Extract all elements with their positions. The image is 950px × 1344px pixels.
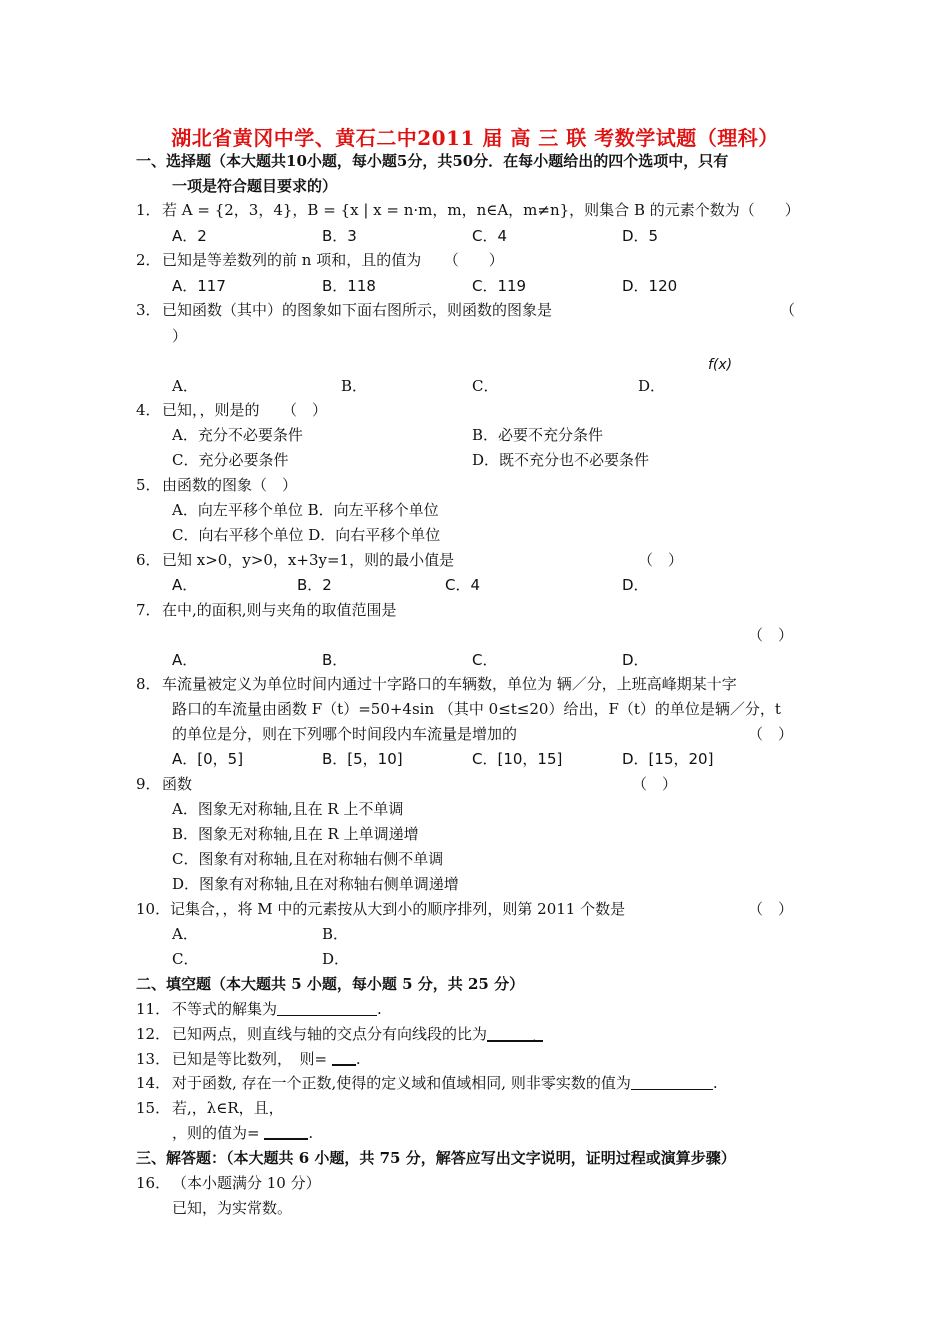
answer-blank[interactable]: ． <box>487 1027 548 1045</box>
option-b: B．[5，10] <box>322 750 403 768</box>
answer-paren: （ ） <box>748 626 794 644</box>
question-number: 13． <box>136 1050 171 1068</box>
question-end: . <box>308 1124 314 1142</box>
section-heading-choice: 一、选择题（本大题共10小题，每小题5分，共50分．在每小题给出的四个选项中，只有 <box>136 152 729 170</box>
option-b: B． <box>322 925 349 943</box>
option-b: B．2 <box>297 576 332 594</box>
option-d: D．5 <box>622 227 659 245</box>
option-a: A． <box>172 925 198 943</box>
question-text-cont: 的单位是分，则在下列哪个时间段内车流量是增加的 <box>172 725 518 743</box>
answer-blank[interactable] <box>631 1075 713 1090</box>
answer-blank[interactable] <box>332 1050 356 1066</box>
question-number: 11． <box>136 1000 171 1018</box>
answer-paren: （ ） <box>748 900 794 918</box>
option-d: D． <box>622 651 649 669</box>
answer-paren-open: （ <box>780 301 796 319</box>
option-d: D．图象有对称轴,且在对称轴右侧单调递增 <box>172 875 459 893</box>
option-a: A．[0，5] <box>172 750 244 768</box>
option-d: D． <box>622 576 649 594</box>
question-number: 15． <box>136 1099 171 1117</box>
question-text: 车流量被定义为单位时间内通过十字路口的车辆数，单位为 辆／分，上班高峰期某十字 <box>162 675 737 693</box>
option-d: D．120 <box>622 277 678 295</box>
option-b: B．3 <box>322 227 357 245</box>
option-a: A．117 <box>172 277 226 295</box>
question-number: 6． <box>136 551 161 569</box>
question-number: 2． <box>136 251 161 269</box>
option-c: C．4 <box>445 576 481 594</box>
question-number: 3． <box>136 301 161 319</box>
question-text <box>172 1024 548 1045</box>
answer-paren: （ ） <box>632 775 678 793</box>
option-d: D．[15，20] <box>622 750 714 768</box>
question-end: . <box>355 1050 361 1068</box>
question-text-cont: 路口的车流量由函数 F（t）=50+4sin （其中 0≤t≤20）给出，F（t）的单位是辆／分，t <box>172 700 781 718</box>
question-text <box>172 1073 718 1093</box>
option-line: C．向右平移个单位 D．向右平移个单位 <box>172 526 441 544</box>
question-text: 已知函数（其中）的图象如下面右图所示，则函数的图象是 <box>162 301 553 319</box>
question-text-cont: 已知，为实常数。 <box>172 1199 293 1217</box>
question-text: 函数 <box>162 775 193 793</box>
question-number: 4． <box>136 401 161 419</box>
question-text: 在中,的面积,则与夹角的取值范围是 <box>162 601 397 619</box>
question-number: 14． <box>136 1074 171 1092</box>
section-heading-choice-cont: 一项是符合题目要求的） <box>172 177 338 195</box>
question-text: 若,，λ∈R，且， <box>172 1099 284 1117</box>
question-text: 已知，，则是的 （ ） <box>162 401 328 419</box>
answer-paren-close: ） <box>172 327 188 345</box>
question-text <box>172 999 382 1019</box>
question-number: 16． <box>136 1174 171 1192</box>
option-c: C．图象有对称轴,且在对称轴右侧不单调 <box>172 850 444 868</box>
question-text-body: 已知是等比数列， 则= <box>172 1050 328 1068</box>
question-number: 12． <box>136 1025 171 1043</box>
option-c: C． <box>472 377 499 395</box>
question-text-body: 已知两点，则直线与轴的交点分有向线段的比为 <box>172 1025 488 1043</box>
question-text: 由函数的图象（ ） <box>162 476 298 494</box>
question-number: 9． <box>136 775 161 793</box>
option-a: A．图象无对称轴,且在 R 上不单调 <box>172 800 404 818</box>
question-number: 8． <box>136 675 161 693</box>
question-end: . <box>712 1074 718 1092</box>
question-text: 已知 x>0，y>0，x+3y=1，则的最小值是 <box>162 551 455 569</box>
question-text-body: 不等式的解集为 <box>172 1000 278 1018</box>
question-text-body: 对于函数, 存在一个正数,使得的定义域和值域相同, 则非零实数的值为 <box>172 1074 631 1092</box>
option-b: B． <box>322 651 348 669</box>
option-c: C．[10，15] <box>472 750 563 768</box>
answer-blank[interactable] <box>264 1124 308 1140</box>
option-c: C． <box>472 651 498 669</box>
question-end: . <box>377 1000 382 1018</box>
option-line: A．向左平移个单位 B．向左平移个单位 <box>172 501 439 519</box>
question-number: 7． <box>136 601 161 619</box>
option-d: D． <box>322 950 350 968</box>
question-number: 5． <box>136 476 161 494</box>
option-b: B． <box>341 377 368 395</box>
question-number: 10． <box>136 900 171 918</box>
section-heading-solve: 三、解答题：（本大题共 6 小题，共 75 分，解答应写出文字说明，证明过程或演算步骤） <box>136 1149 736 1167</box>
answer-paren: （ ） <box>638 551 684 569</box>
page-title: 湖北省黄冈中学、黄石二中2011 届 高 三 联 考数学试题（理科） <box>171 126 779 150</box>
section-heading-fill: 二、填空题（本大题共 5 小题，每小题 5 分，共 25 分） <box>136 975 525 993</box>
option-a: A． <box>172 377 198 395</box>
answer-paren: （ ） <box>748 725 794 743</box>
question-text: 若 A = {2，3，4}，B = {x | x = n·m，m，n∈A，m≠n}，则集合 B 的元素个数为（ ） <box>162 201 800 219</box>
option-b: B．必要不充分条件 <box>472 426 604 444</box>
question-text-cont <box>172 1123 313 1143</box>
option-b: B．图象无对称轴,且在 R 上单调递增 <box>172 825 419 843</box>
question-text <box>172 1049 361 1069</box>
question-text: 已知是等差数列的前 n 项和，且的值为 （ ） <box>162 251 504 269</box>
graph-label-fx: f(x) <box>708 357 733 373</box>
option-d: D． <box>638 377 666 395</box>
option-a: A． <box>172 651 198 669</box>
answer-blank[interactable] <box>277 1001 377 1016</box>
option-a: A． <box>172 576 198 594</box>
question-text-body: ，则的值为= <box>172 1124 260 1142</box>
option-a: A．充分不必要条件 <box>172 426 303 444</box>
option-d: D．既不充分也不必要条件 <box>472 451 650 469</box>
option-c: C．119 <box>472 277 527 295</box>
question-text: （本小题满分 10 分） <box>172 1174 321 1192</box>
option-b: B．118 <box>322 277 376 295</box>
option-c: C．充分必要条件 <box>172 451 289 469</box>
option-c: C．4 <box>472 227 508 245</box>
option-a: A．2 <box>172 227 207 245</box>
option-c: C． <box>172 950 199 968</box>
question-text: 记集合，，将 M 中的元素按从大到小的顺序排列，则第 2011 个数是 <box>170 900 626 918</box>
question-number: 1． <box>136 201 161 219</box>
